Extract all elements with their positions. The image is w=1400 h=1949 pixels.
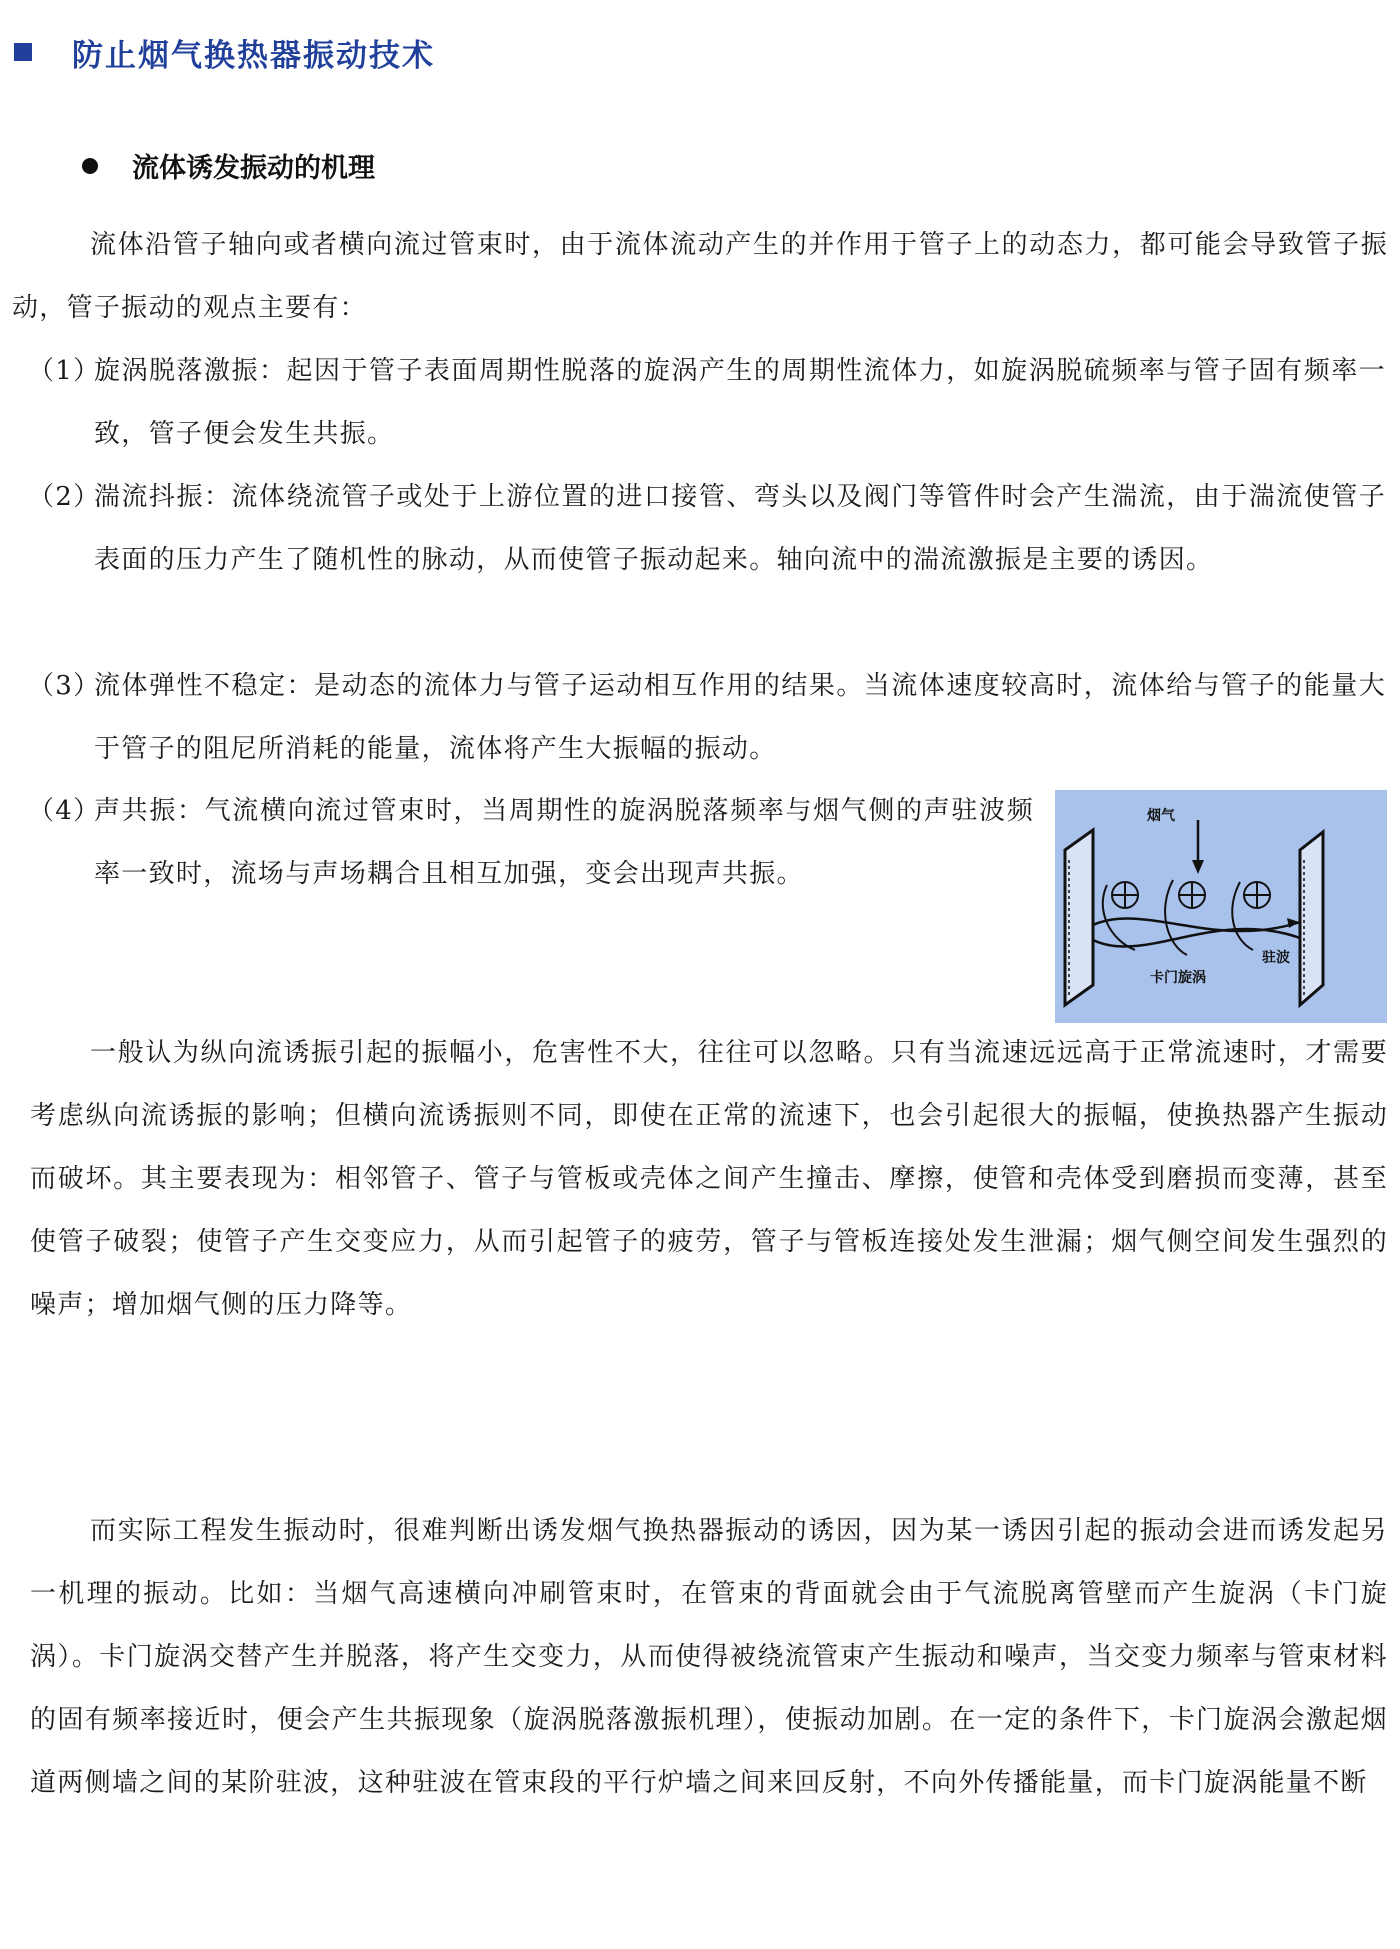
karman-vortex-figure <box>1055 790 1387 1023</box>
label-vortex: 卡门旋涡 <box>1150 970 1206 986</box>
item-number: （2） <box>28 482 101 512</box>
label-wave: 驻波 <box>1262 950 1290 966</box>
standing-wave-upper <box>1093 919 1300 932</box>
item-text: 湍流抖振：流体绕流管子或处于上游位置的进口接管、弯头以及阀门等管件时会产生湍流，由于湍流使管子表面的压力产生了随机性的脉动，从而使管子振动起来。轴向流中的湍流激振是主要的诱因。 <box>94 482 1386 575</box>
item-number: （1） <box>28 356 101 386</box>
bullet-icon <box>82 158 98 174</box>
arrow-head <box>1287 918 1299 928</box>
heading-square-icon <box>14 43 32 61</box>
item-text: 流体弹性不稳定：是动态的流体力与管子运动相互作用的结果。当流体速度较高时，流体给与管子的能量大于管子的阻尼所消耗的能量，流体将产生大振幅的振动。 <box>94 671 1386 764</box>
label-gas: 烟气 <box>1147 808 1175 824</box>
body-paragraph: 而实际工程发生振动时，很难判断出诱发烟气换热器振动的诱因，因为某一诱因引起的振动会进而诱发起另一机理的振动。比如：当烟气高速横向冲刷管束时，在管束的背面就会由于气流脱离管壁而产生旋涡（卡门旋涡）。卡门旋涡交替产生并脱落，将产生交变力，从而使得被绕流管束产生振动和噪声，当交变力频率与管束材料的固有频率接近时，便会产生共振现象（旋涡脱落激振机理），使振动加剧。在一定的条件下，卡门旋涡会激起烟道两侧墙之间的某阶驻波，这种驻波在管束段的平行炉墙之间来回反射，不向外传播能量，而卡门旋涡能量不断 <box>30 1516 1388 1798</box>
list-item <box>28 655 1386 781</box>
gas-arrow-head <box>1192 860 1204 874</box>
section-heading <box>82 146 375 185</box>
item-number: （4） <box>28 796 101 826</box>
item-text: 声共振：气流横向流过管束时，当周期性的旋涡脱落频率与烟气侧的声驻波频率一致时，流场与声场耦合且相互加强，变会出现声共振。 <box>94 796 1034 889</box>
page-heading <box>14 28 435 76</box>
list-item <box>28 780 1034 906</box>
intro-paragraph: 流体沿管子轴向或者横向流过管束时，由于流体流动产生的并作用于管子上的动态力，都可能会导致管子振动，管子振动的观点主要有： <box>12 230 1388 323</box>
vortex-curve <box>1232 882 1253 950</box>
left-wall <box>1065 830 1093 1005</box>
item-number: （3） <box>28 671 101 701</box>
right-wall <box>1300 832 1323 1005</box>
vortex-curve <box>1165 880 1187 955</box>
list-item <box>28 466 1386 592</box>
karman-vortex-diagram <box>1055 790 1387 1023</box>
item-text: 旋涡脱落激振：起因于管子表面周期性脱落的旋涡产生的周期性流体力，如旋涡脱硫频率与管子固有频率一致，管子便会发生共振。 <box>94 356 1386 449</box>
heading-title: 防止烟气换热器振动技术 <box>72 37 435 74</box>
list-item <box>28 340 1386 466</box>
section-title: 流体诱发振动的机理 <box>132 153 375 184</box>
body-paragraph: 一般认为纵向流诱振引起的振幅小，危害性不大，往往可以忽略。只有当流速远远高于正常流速时，才需要考虑纵向流诱振的影响；但横向流诱振则不同，即使在正常的流速下，也会引起很大的振幅，使换热器产生振动而破坏。其主要表现为：相邻管子、管子与管板或壳体之间产生撞击、摩擦，使管和壳体受到磨损而变薄，甚至使管子破裂；使管子产生交变应力，从而引起管子的疲劳，管子与管板连接处发生泄漏；烟气侧空间发生强烈的噪声；增加烟气侧的压力降等。 <box>30 1038 1388 1320</box>
